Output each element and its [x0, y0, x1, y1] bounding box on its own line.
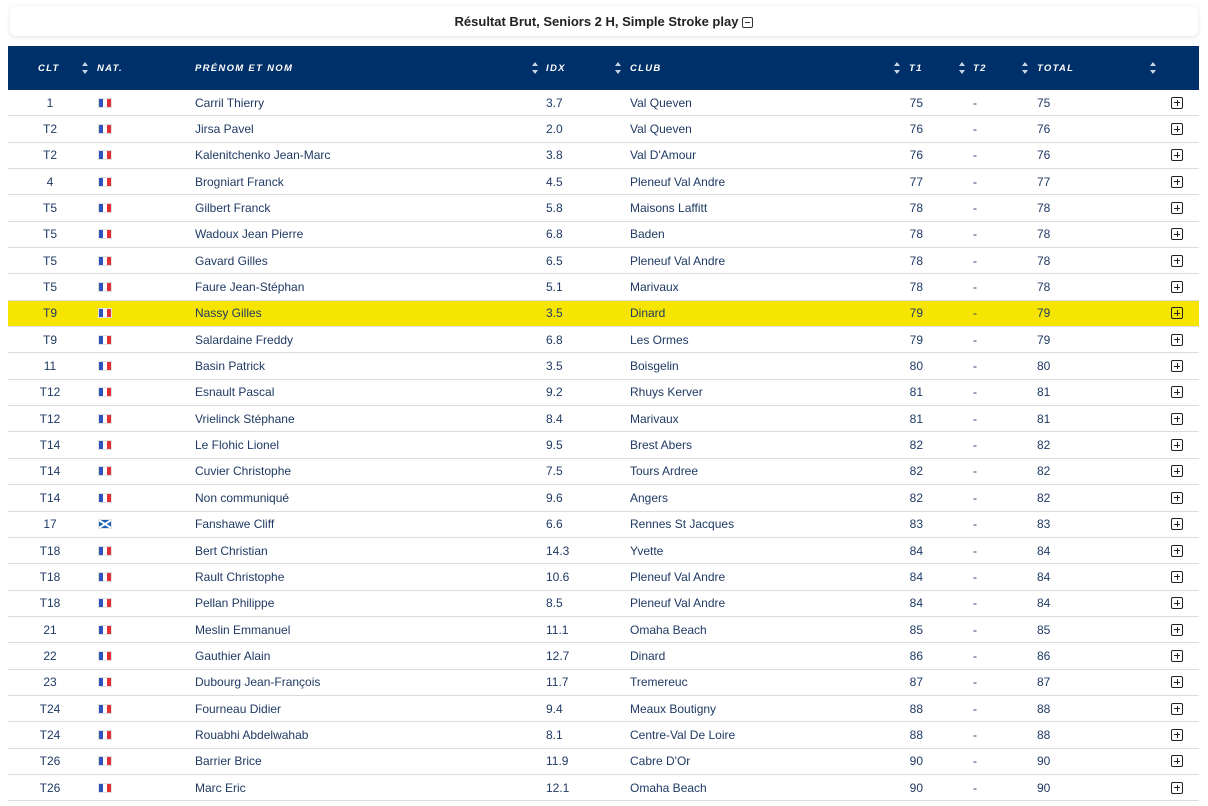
table-row[interactable]: [8, 775, 1199, 801]
index-cell: 10.6: [546, 569, 570, 584]
club-cell: Val D'Amour: [630, 148, 697, 163]
player-name-cell: Faure Jean-Stéphan: [195, 280, 305, 295]
player-name-cell: Fanshawe Cliff: [195, 517, 275, 532]
player-name-cell: Jirsa Pavel: [195, 122, 254, 137]
index-cell: 3.5: [546, 306, 563, 321]
results-title-bar[interactable]: [10, 6, 1198, 36]
table-row[interactable]: [8, 538, 1199, 564]
club-cell: Dinard: [630, 648, 666, 663]
total-cell: 78: [1037, 227, 1051, 242]
player-name-cell: Fourneau Didier: [195, 701, 282, 716]
fr-flag-icon: [98, 730, 112, 740]
table-row[interactable]: [8, 248, 1199, 274]
player-name-cell: Dubourg Jean-François: [195, 675, 321, 690]
expand-icon[interactable]: [1171, 255, 1183, 267]
round2-cell: -: [973, 306, 977, 321]
index-cell: 6.8: [546, 332, 563, 347]
column-header-idx[interactable]: IDX: [546, 62, 566, 74]
expand-icon[interactable]: [1171, 439, 1183, 451]
table-row[interactable]: [8, 512, 1199, 538]
column-header-club[interactable]: CLUB: [630, 62, 662, 74]
total-cell: 90: [1037, 754, 1051, 769]
index-cell: 6.6: [546, 517, 563, 532]
club-cell: Pleneuf Val Andre: [630, 569, 726, 584]
position-cell: T5: [42, 227, 57, 242]
fr-flag-icon: [98, 466, 112, 476]
position-cell: 11: [43, 359, 57, 374]
club-cell: Marivaux: [630, 411, 679, 426]
index-cell: 9.5: [546, 438, 563, 453]
index-cell: 12.7: [546, 648, 570, 663]
table-row[interactable]: [8, 169, 1199, 195]
expand-icon[interactable]: [1171, 149, 1183, 161]
position-cell: T26: [39, 780, 61, 795]
expand-icon[interactable]: [1171, 281, 1183, 293]
expand-icon[interactable]: [1171, 176, 1183, 188]
player-name-cell: Nassy Gilles: [195, 306, 262, 321]
column-header-name[interactable]: PRÉNOM ET NOM: [195, 62, 294, 74]
total-cell: 76: [1037, 122, 1051, 137]
table-row[interactable]: [8, 406, 1199, 432]
club-cell: Pleneuf Val Andre: [630, 596, 726, 611]
round2-cell: -: [973, 253, 977, 268]
index-cell: 4.5: [546, 174, 563, 189]
table-row[interactable]: [8, 327, 1199, 353]
round2-cell: -: [973, 438, 977, 453]
expand-icon[interactable]: [1171, 597, 1183, 609]
fr-flag-icon: [98, 308, 112, 318]
total-cell: 78: [1037, 280, 1051, 295]
expand-icon[interactable]: [1171, 492, 1183, 504]
club-cell: Rhuys Kerver: [630, 385, 703, 400]
club-cell: Cabre D'Or: [630, 754, 691, 769]
position-cell: T24: [39, 727, 61, 742]
position-cell: T2: [42, 122, 57, 137]
expand-icon[interactable]: [1171, 334, 1183, 346]
total-cell: 77: [1037, 174, 1051, 189]
round1-cell: 82: [909, 490, 923, 505]
fr-flag-icon: [98, 335, 112, 345]
expand-icon[interactable]: [1171, 703, 1183, 715]
total-cell: 83: [1037, 517, 1051, 532]
sort-icon[interactable]: [532, 62, 539, 74]
position-cell: T18: [39, 569, 61, 584]
expand-icon[interactable]: [1171, 202, 1183, 214]
sort-icon[interactable]: [959, 62, 966, 74]
fr-flag-icon: [98, 150, 112, 160]
round2-cell: -: [973, 95, 977, 110]
index-cell: 3.5: [546, 359, 563, 374]
total-cell: 86: [1037, 648, 1051, 663]
column-header-t1[interactable]: T1: [909, 62, 923, 74]
fr-flag-icon: [98, 756, 112, 766]
expand-icon[interactable]: [1171, 755, 1183, 767]
position-cell: T5: [42, 201, 57, 216]
round2-cell: -: [973, 385, 977, 400]
player-name-cell: Rouabhi Abdelwahab: [195, 727, 309, 742]
total-cell: 82: [1037, 464, 1051, 479]
index-cell: 3.7: [546, 95, 563, 110]
total-cell: 84: [1037, 543, 1051, 558]
total-cell: 79: [1037, 332, 1051, 347]
position-cell: 17: [43, 517, 57, 532]
player-name-cell: Carril Thierry: [195, 95, 265, 110]
player-name-cell: Gavard Gilles: [195, 253, 268, 268]
table-row[interactable]: [8, 222, 1199, 248]
expand-icon[interactable]: [1171, 307, 1183, 319]
position-cell: T14: [39, 464, 61, 479]
position-cell: T12: [39, 385, 61, 400]
round2-cell: -: [973, 148, 977, 163]
round1-cell: 87: [909, 675, 923, 690]
total-cell: 88: [1037, 727, 1051, 742]
fr-flag-icon: [98, 440, 112, 450]
expand-icon[interactable]: [1171, 123, 1183, 135]
fr-flag-icon: [98, 282, 112, 292]
fr-flag-icon: [98, 677, 112, 687]
table-row[interactable]: [8, 353, 1199, 379]
table-row[interactable]: [8, 195, 1199, 221]
round2-cell: -: [973, 174, 977, 189]
expand-icon[interactable]: [1171, 465, 1183, 477]
table-body: [8, 90, 1199, 801]
player-name-cell: Marc Eric: [195, 780, 246, 795]
position-cell: T18: [39, 596, 61, 611]
round1-cell: 84: [909, 596, 923, 611]
round2-cell: -: [973, 727, 977, 742]
round2-cell: -: [973, 701, 977, 716]
total-cell: 75: [1037, 95, 1051, 110]
round2-cell: -: [973, 464, 977, 479]
club-cell: Tremereuc: [630, 675, 688, 690]
index-cell: 5.1: [546, 280, 563, 295]
round2-cell: -: [973, 622, 977, 637]
index-cell: 9.6: [546, 490, 563, 505]
index-cell: 6.8: [546, 227, 563, 242]
position-cell: T5: [42, 253, 57, 268]
column-header-total[interactable]: TOTAL: [1037, 62, 1075, 74]
player-name-cell: Barrier Brice: [195, 754, 262, 769]
table-row[interactable]: [8, 143, 1199, 169]
club-cell: Baden: [630, 227, 665, 242]
fr-flag-icon: [98, 783, 112, 793]
position-cell: T18: [39, 543, 61, 558]
total-cell: 84: [1037, 596, 1051, 611]
table-row[interactable]: [8, 591, 1199, 617]
round2-cell: -: [973, 569, 977, 584]
expand-icon[interactable]: [1171, 386, 1183, 398]
fr-flag-icon: [98, 98, 112, 108]
round2-cell: -: [973, 411, 977, 426]
total-cell: 87: [1037, 675, 1051, 690]
total-cell: 88: [1037, 701, 1051, 716]
player-name-cell: Bert Christian: [195, 543, 268, 558]
expand-icon[interactable]: [1171, 228, 1183, 240]
table-row[interactable]: [8, 749, 1199, 775]
player-name-cell: Gilbert Franck: [195, 201, 271, 216]
table-row[interactable]: [8, 643, 1199, 669]
position-cell: 22: [43, 648, 57, 663]
sort-icon[interactable]: [82, 62, 89, 74]
index-cell: 8.5: [546, 596, 563, 611]
position-cell: 4: [46, 174, 54, 189]
round1-cell: 85: [909, 622, 923, 637]
fr-flag-icon: [98, 625, 112, 635]
club-cell: Centre-Val De Loire: [630, 727, 736, 742]
club-cell: Pleneuf Val Andre: [630, 253, 726, 268]
index-cell: 5.8: [546, 201, 563, 216]
club-cell: Les Ormes: [630, 332, 689, 347]
club-cell: Brest Abers: [630, 438, 693, 453]
fr-flag-icon: [98, 651, 112, 661]
expand-icon[interactable]: [1171, 545, 1183, 557]
results-table: [8, 46, 1199, 801]
fr-flag-icon: [98, 598, 112, 608]
round2-cell: -: [973, 754, 977, 769]
round1-cell: 88: [909, 701, 923, 716]
expand-icon[interactable]: [1171, 624, 1183, 636]
index-cell: 9.4: [546, 701, 563, 716]
position-cell: T24: [39, 701, 61, 716]
round2-cell: -: [973, 201, 977, 216]
club-cell: Maisons Laffitt: [630, 201, 708, 216]
round2-cell: -: [973, 227, 977, 242]
round1-cell: 79: [909, 306, 923, 321]
round1-cell: 88: [909, 727, 923, 742]
total-cell: 76: [1037, 148, 1051, 163]
player-name-cell: Le Flohic Lionel: [195, 438, 280, 453]
position-cell: 23: [43, 675, 57, 690]
results-title: Résultat Brut, Seniors 2 H, Simple Stroke play: [454, 13, 739, 29]
round1-cell: 80: [909, 359, 923, 374]
total-cell: 81: [1037, 385, 1051, 400]
round2-cell: -: [973, 675, 977, 690]
round1-cell: 90: [909, 780, 923, 795]
table-row[interactable]: [8, 432, 1199, 458]
expand-icon[interactable]: [1171, 782, 1183, 794]
position-cell: T14: [39, 490, 61, 505]
player-name-cell: Vrielinck Stéphane: [195, 411, 295, 426]
round1-cell: 81: [909, 411, 923, 426]
club-cell: Dinard: [630, 306, 666, 321]
table-row[interactable]: [8, 617, 1199, 643]
club-cell: Tours Ardree: [630, 464, 699, 479]
club-cell: Val Queven: [630, 122, 692, 137]
index-cell: 12.1: [546, 780, 570, 795]
total-cell: 78: [1037, 253, 1051, 268]
round2-cell: -: [973, 780, 977, 795]
club-cell: Val Queven: [630, 95, 692, 110]
club-cell: Angers: [630, 490, 669, 505]
player-name-cell: Pellan Philippe: [195, 596, 275, 611]
fr-flag-icon: [98, 361, 112, 371]
fr-flag-icon: [98, 229, 112, 239]
player-name-cell: Kalenitchenko Jean-Marc: [195, 148, 331, 163]
total-cell: 90: [1037, 780, 1051, 795]
total-cell: 82: [1037, 490, 1051, 505]
player-name-cell: Non communiqué: [195, 490, 290, 505]
round2-cell: -: [973, 596, 977, 611]
round2-cell: -: [973, 648, 977, 663]
position-cell: T9: [42, 332, 57, 347]
round1-cell: 78: [909, 201, 923, 216]
table-row[interactable]: [8, 301, 1199, 327]
index-cell: 11.1: [546, 622, 569, 637]
column-header-clt[interactable]: CLT: [38, 62, 60, 74]
player-name-cell: Brogniart Franck: [195, 174, 284, 189]
total-cell: 82: [1037, 438, 1051, 453]
index-cell: 8.1: [546, 727, 563, 742]
collapse-icon[interactable]: [742, 17, 753, 28]
position-cell: 21: [43, 622, 57, 637]
column-header-nat[interactable]: NAT.: [97, 62, 123, 74]
table-row[interactable]: [8, 696, 1199, 722]
round1-cell: 76: [909, 122, 923, 137]
index-cell: 9.2: [546, 385, 563, 400]
table-row[interactable]: [8, 274, 1199, 300]
round2-cell: -: [973, 490, 977, 505]
index-cell: 11.9: [546, 754, 569, 769]
fr-flag-icon: [98, 493, 112, 503]
expand-icon[interactable]: [1171, 360, 1183, 372]
sort-icon[interactable]: [1022, 62, 1029, 74]
player-name-cell: Wadoux Jean Pierre: [195, 227, 304, 242]
round1-cell: 81: [909, 385, 923, 400]
position-cell: 1: [46, 95, 54, 110]
round1-cell: 86: [909, 648, 923, 663]
club-cell: Rennes St Jacques: [630, 517, 735, 532]
position-cell: T26: [39, 754, 61, 769]
player-name-cell: Meslin Emmanuel: [195, 622, 291, 637]
table-row[interactable]: [8, 116, 1199, 142]
expand-icon[interactable]: [1171, 518, 1183, 530]
club-cell: Meaux Boutigny: [630, 701, 717, 716]
club-cell: Pleneuf Val Andre: [630, 174, 726, 189]
position-cell: T9: [42, 306, 57, 321]
total-cell: 79: [1037, 306, 1051, 321]
round2-cell: -: [973, 122, 977, 137]
total-cell: 84: [1037, 569, 1051, 584]
total-cell: 78: [1037, 201, 1051, 216]
table-row[interactable]: [8, 722, 1199, 748]
index-cell: 14.3: [546, 543, 570, 558]
expand-icon[interactable]: [1171, 676, 1183, 688]
player-name-cell: Esnault Pascal: [195, 385, 275, 400]
table-row[interactable]: [8, 380, 1199, 406]
round1-cell: 75: [909, 95, 923, 110]
player-name-cell: Rault Christophe: [195, 569, 285, 584]
table-row[interactable]: [8, 485, 1199, 511]
fr-flag-icon: [98, 124, 112, 134]
fr-flag-icon: [98, 203, 112, 213]
round1-cell: 79: [909, 332, 923, 347]
club-cell: Marivaux: [630, 280, 679, 295]
index-cell: 6.5: [546, 253, 563, 268]
table-row[interactable]: [8, 90, 1199, 116]
player-name-cell: Basin Patrick: [195, 359, 266, 374]
index-cell: 11.7: [546, 675, 569, 690]
round1-cell: 78: [909, 227, 923, 242]
column-header-t2[interactable]: T2: [973, 62, 987, 74]
round1-cell: 90: [909, 754, 923, 769]
expand-icon[interactable]: [1171, 413, 1183, 425]
expand-icon[interactable]: [1171, 650, 1183, 662]
table-row[interactable]: [8, 564, 1199, 590]
fr-flag-icon: [98, 414, 112, 424]
round2-cell: -: [973, 280, 977, 295]
round1-cell: 82: [909, 464, 923, 479]
player-name-cell: Gauthier Alain: [195, 648, 271, 663]
club-cell: Omaha Beach: [630, 780, 707, 795]
total-cell: 85: [1037, 622, 1051, 637]
club-cell: Boisgelin: [630, 359, 679, 374]
round1-cell: 77: [909, 174, 923, 189]
index-cell: 8.4: [546, 411, 563, 426]
index-cell: 2.0: [546, 122, 563, 137]
position-cell: T5: [42, 280, 57, 295]
fr-flag-icon: [98, 256, 112, 266]
table-header: [8, 46, 1199, 90]
round1-cell: 84: [909, 569, 923, 584]
round2-cell: -: [973, 543, 977, 558]
fr-flag-icon: [98, 546, 112, 556]
club-cell: Omaha Beach: [630, 622, 707, 637]
fr-flag-icon: [98, 572, 112, 582]
fr-flag-icon: [98, 704, 112, 714]
player-name-cell: Cuvier Christophe: [195, 464, 292, 479]
table-row[interactable]: [8, 670, 1199, 696]
club-cell: Yvette: [630, 543, 664, 558]
index-cell: 3.8: [546, 148, 563, 163]
fr-flag-icon: [98, 387, 112, 397]
expand-icon[interactable]: [1171, 97, 1183, 109]
round1-cell: 78: [909, 280, 923, 295]
index-cell: 7.5: [546, 464, 563, 479]
fr-flag-icon: [98, 177, 112, 187]
expand-icon[interactable]: [1171, 729, 1183, 741]
round1-cell: 83: [909, 517, 923, 532]
total-cell: 81: [1037, 411, 1051, 426]
round1-cell: 84: [909, 543, 923, 558]
position-cell: T2: [42, 148, 57, 163]
sort-icon[interactable]: [615, 62, 622, 74]
table-row[interactable]: [8, 459, 1199, 485]
position-cell: T12: [39, 411, 61, 426]
round2-cell: -: [973, 332, 977, 347]
player-name-cell: Salardaine Freddy: [195, 332, 294, 347]
total-cell: 80: [1037, 359, 1051, 374]
expand-icon[interactable]: [1171, 571, 1183, 583]
sort-icon[interactable]: [1150, 62, 1157, 74]
round1-cell: 78: [909, 253, 923, 268]
round2-cell: -: [973, 517, 977, 532]
sco-flag-icon: [98, 519, 112, 529]
round1-cell: 76: [909, 148, 923, 163]
sort-icon[interactable]: [894, 62, 901, 74]
position-cell: T14: [39, 438, 61, 453]
round2-cell: -: [973, 359, 977, 374]
round1-cell: 82: [909, 438, 923, 453]
